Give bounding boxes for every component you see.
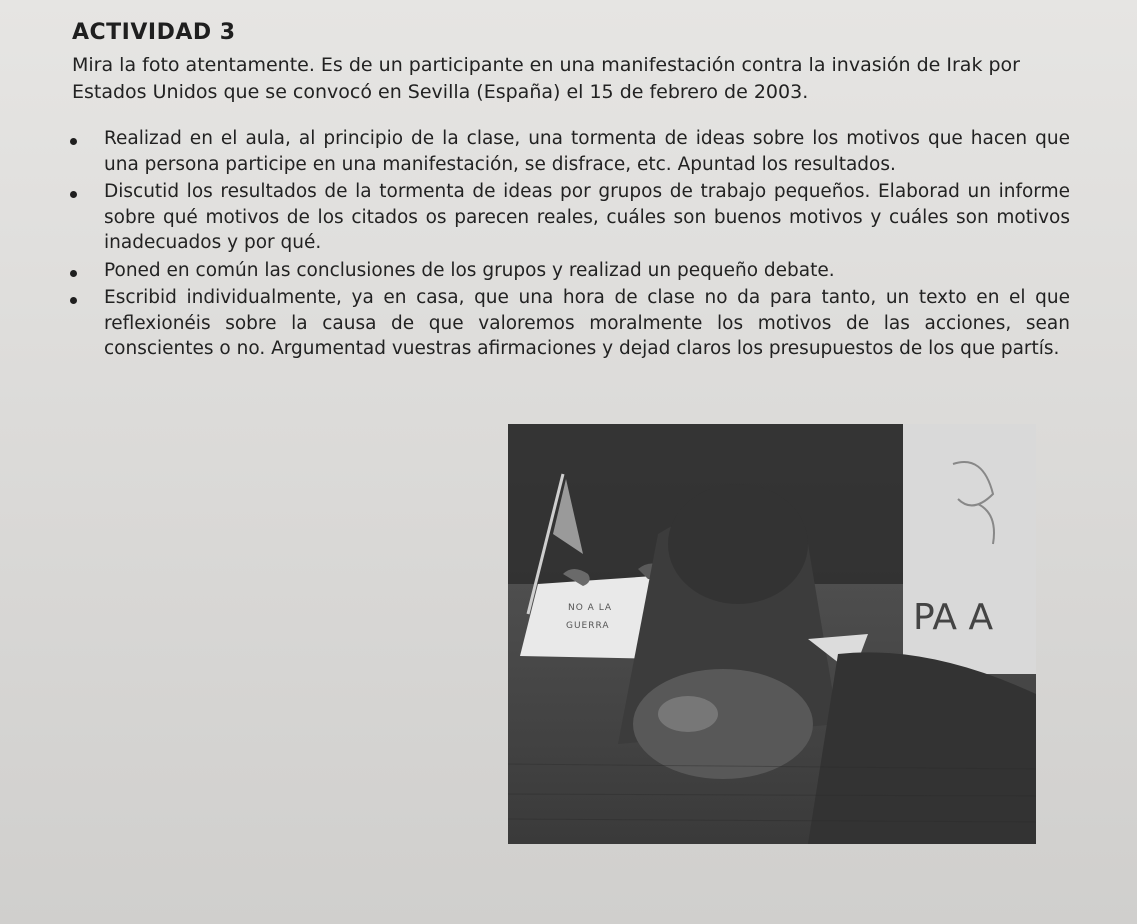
bullet-icon bbox=[70, 138, 77, 145]
activity-item bbox=[60, 285, 1070, 362]
protest-photo-drawing bbox=[508, 424, 1036, 844]
activity-item-text: Realizad en el aula, al principio de la clase, una tormenta de ideas sobre los motivos que hacen que una persona participe en una manifestación, se disfrace, etc. Apuntad los resultados. bbox=[104, 128, 1070, 175]
activity-list bbox=[60, 126, 1070, 364]
activity-item-text: Escribid individualmente, ya en casa, que una hora de clase no da para tanto, un texto en el que reflexionéis sobre la causa de que valoremos moralmente los motivos de las acciones, sean conscientes o no. Argumentad vuestras afirmaciones y dejad claros los presupuestos de los que partís. bbox=[104, 287, 1070, 359]
activity-title: ACTIVIDAD 3 bbox=[72, 20, 236, 45]
background-letters: PA A bbox=[913, 597, 994, 638]
bullet-icon bbox=[70, 297, 77, 304]
activity-item-text: Poned en común las conclusiones de los grupos y realizad un pequeño debate. bbox=[104, 259, 835, 281]
activity-intro: Mira la foto atentamente. Es de un participante en una manifestación contra la invasión de Irak por Estados Unidos que se convocó en Sevilla (España) el 15 de febrero de 2003. bbox=[72, 54, 1020, 103]
sign-text-line-2: GUERRA bbox=[566, 621, 610, 631]
activity-item bbox=[60, 126, 1070, 177]
protest-photo bbox=[508, 424, 1036, 844]
activity-item-text: Discutid los resultados de la tormenta de ideas por grupos de trabajo pequeños. Elaborad un informe sobre qué motivos de los citados os parecen reales, cuáles son buenos motivos y cuáles son motivos inadecuados y por qué. bbox=[104, 181, 1070, 253]
sign-text-line-1: NO A LA bbox=[568, 603, 613, 613]
bullet-icon bbox=[70, 270, 77, 277]
activity-item bbox=[60, 179, 1070, 256]
bullet-icon bbox=[70, 191, 77, 198]
activity-item bbox=[60, 258, 1070, 284]
